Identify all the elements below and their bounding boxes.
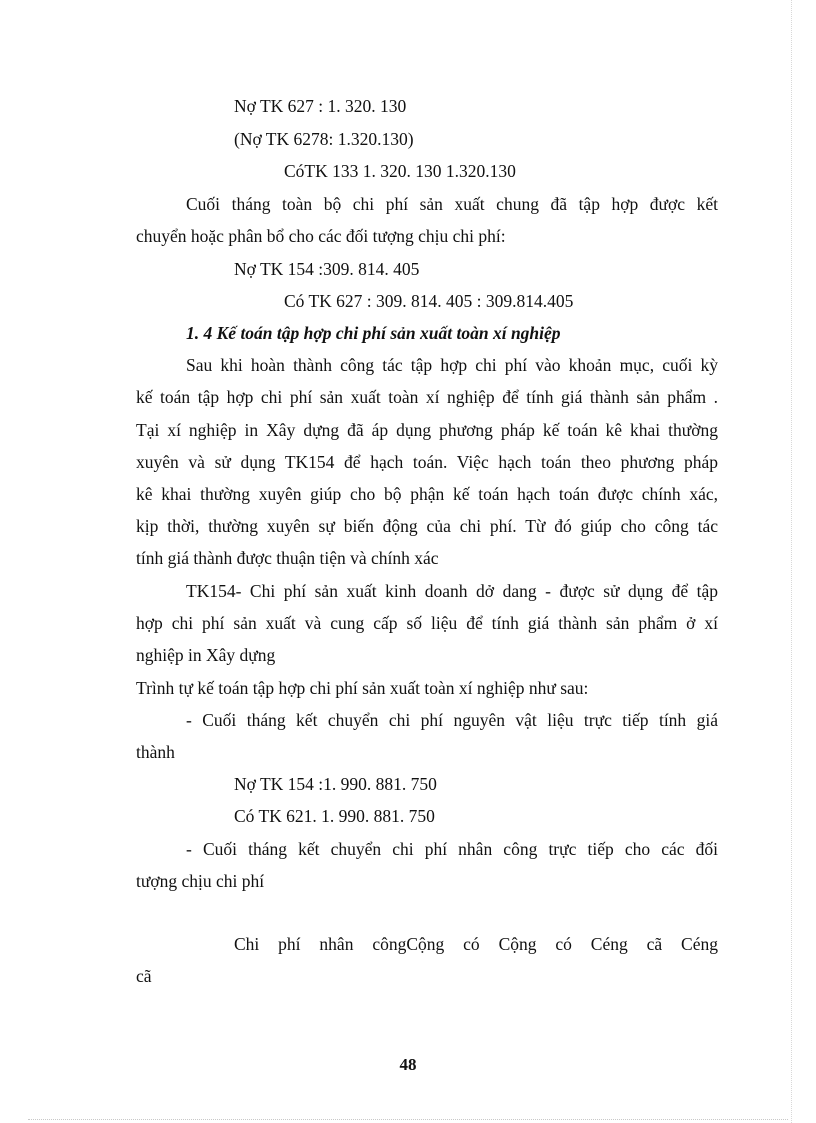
list-item: - Cuối tháng kết chuyển chi phí nhân công trực tiếp cho các đối bbox=[186, 839, 718, 859]
journal-entry-debit-627: Nợ TK 627 : 1. 320. 130 bbox=[234, 96, 407, 116]
journal-entry-debit-154: Nợ TK 154 :1. 990. 881. 750 bbox=[234, 774, 437, 794]
paragraph-line: kê khai thường xuyên giúp cho bộ phận kế toán hạch toán được chính xác, bbox=[136, 484, 718, 504]
page-border-bottom bbox=[28, 1119, 788, 1120]
paragraph-line: Sau khi hoàn thành công tác tập hợp chi phí vào khoản mục, cuối kỳ bbox=[186, 355, 718, 375]
journal-entry-credit-133: CóTK 133 1. 320. 130 1.320.130 bbox=[284, 161, 516, 181]
journal-entry-credit-627: Có TK 627 : 309. 814. 405 : 309.814.405 bbox=[284, 291, 574, 311]
paragraph-line: tượng chịu chi phí bbox=[136, 871, 265, 891]
garbled-table-header: cã bbox=[136, 966, 152, 986]
list-item: - Cuối tháng kết chuyển chi phí nguyên vật liệu trực tiếp tính giá bbox=[186, 710, 718, 730]
garbled-table-header: Chi phí nhân côngCộng có Cộng có Céng cã Céng bbox=[234, 934, 718, 954]
page-number: 48 bbox=[399, 1055, 417, 1074]
paragraph-line: thành bbox=[136, 742, 175, 762]
paragraph-line: Tại xí nghiệp in Xây dựng đã áp dụng phương pháp kế toán kê khai thường bbox=[136, 420, 718, 440]
paragraph-line: kế toán tập hợp chi phí sản xuất toàn xí nghiệp để tính giá thành sản phẩm . bbox=[136, 387, 718, 407]
section-heading: 1. 4 Kế toán tập hợp chi phí sản xuất toàn xí nghiệp bbox=[186, 323, 561, 343]
paragraph-line: Cuối tháng toàn bộ chi phí sản xuất chung đã tập hợp được kết bbox=[186, 194, 718, 214]
journal-entry-debit-154: Nợ TK 154 :309. 814. 405 bbox=[234, 259, 420, 279]
paragraph-line: hợp chi phí sản xuất và cung cấp số liệu để tính giá thành sản phẩm ở xí bbox=[136, 613, 718, 633]
paragraph-line: tính giá thành được thuận tiện và chính xác bbox=[136, 548, 439, 568]
journal-entry-credit-621: Có TK 621. 1. 990. 881. 750 bbox=[234, 806, 435, 826]
paragraph-line: kịp thời, thường xuyên sự biến động của chi phí. Từ đó giúp cho công tác bbox=[136, 516, 718, 536]
page-border-right bbox=[791, 0, 792, 1123]
journal-entry-debit-6278: (Nợ TK 6278: 1.320.130) bbox=[234, 129, 414, 149]
paragraph-line: chuyển hoặc phân bổ cho các đối tượng chịu chi phí: bbox=[136, 226, 506, 246]
paragraph-line: nghiệp in Xây dựng bbox=[136, 645, 276, 665]
paragraph-line: Trình tự kế toán tập hợp chi phí sản xuất toàn xí nghiệp như sau: bbox=[136, 678, 589, 698]
paragraph-line: TK154- Chi phí sản xuất kinh doanh dở dang - được sử dụng để tập bbox=[186, 581, 718, 601]
paragraph-line: xuyên và sử dụng TK154 để hạch toán. Việc hạch toán theo phương pháp bbox=[136, 452, 718, 472]
